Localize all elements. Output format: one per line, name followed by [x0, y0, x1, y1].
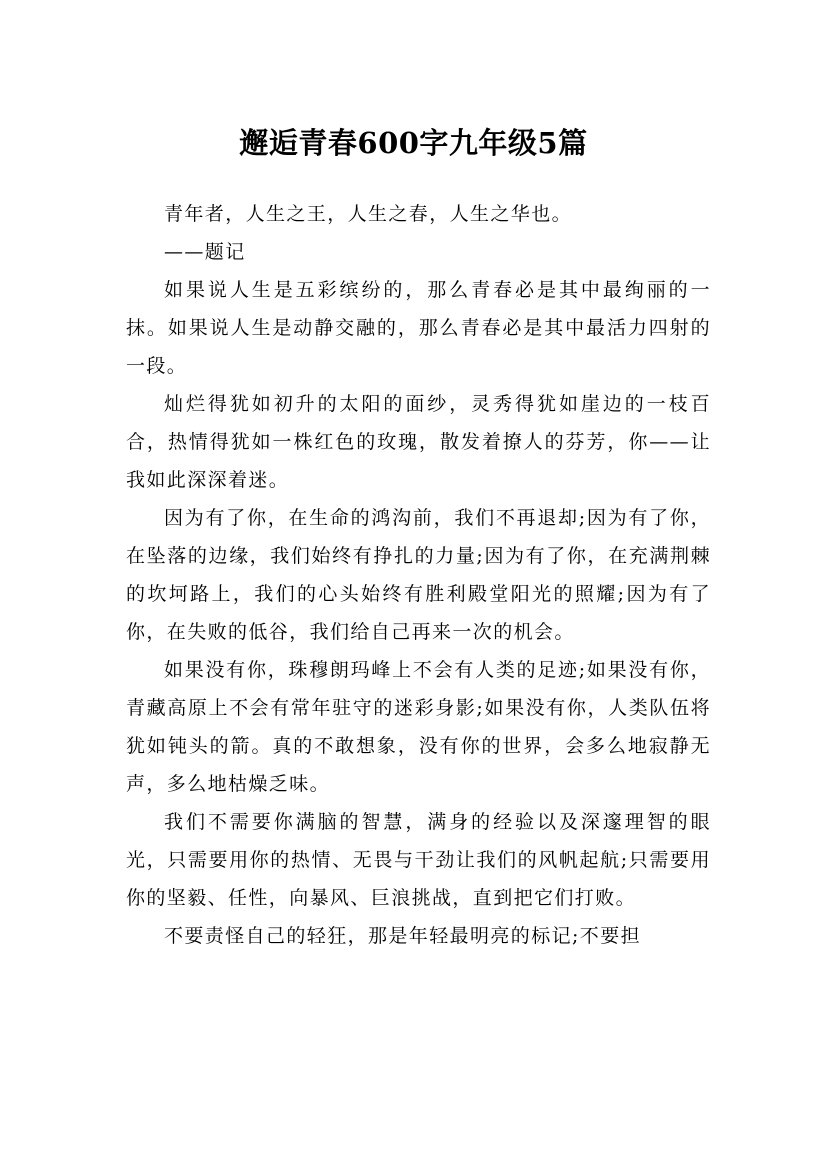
paragraph: 如果说人生是五彩缤纷的，那么青春必是其中最绚丽的一抹。如果说人生是动静交融的，那么青春必是其中最活力四射的一段。	[126, 279, 711, 377]
paragraph-epigraph-source: ——题记	[164, 241, 246, 263]
paragraph: 灿烂得犹如初升的太阳的面纱，灵秀得犹如崖边的一枝百合，热情得犹如一株红色的玫瑰，散发着撩人的芬芳，你——让我如此深深着迷。	[126, 393, 711, 491]
document-body	[126, 195, 711, 955]
paragraph: 因为有了你，在生命的鸿沟前，我们不再退却;因为有了你，在坠落的边缘，我们始终有挣扎的力量;因为有了你，在充满荆棘的坎坷路上，我们的心头始终有胜利殿堂阳光的照耀;因为有了你，在失败的低谷，我们给自己再来一次的机会。	[126, 507, 711, 643]
document-title: 邂逅青春600字九年级5篇	[239, 126, 588, 161]
paragraph: 如果没有你，珠穆朗玛峰上不会有人类的足迹;如果没有你，青藏高原上不会有常年驻守的迷彩身影;如果没有你，人类队伍将犹如钝头的箭。真的不敢想象，没有你的世界，会多么地寂静无声，多么地枯燥乏味。	[126, 659, 711, 795]
paragraph: 不要责怪自己的轻狂，那是年轻最明亮的标记;不要担	[164, 925, 642, 947]
paragraph-epigraph: 青年者，人生之王，人生之春，人生之华也。	[164, 203, 573, 225]
paragraph: 我们不需要你满脑的智慧，满身的经验以及深邃理智的眼光，只需要用你的热情、无畏与干劲让我们的风帆起航;只需要用你的坚毅、任性，向暴风、巨浪挑战，直到把它们打败。	[126, 811, 711, 909]
